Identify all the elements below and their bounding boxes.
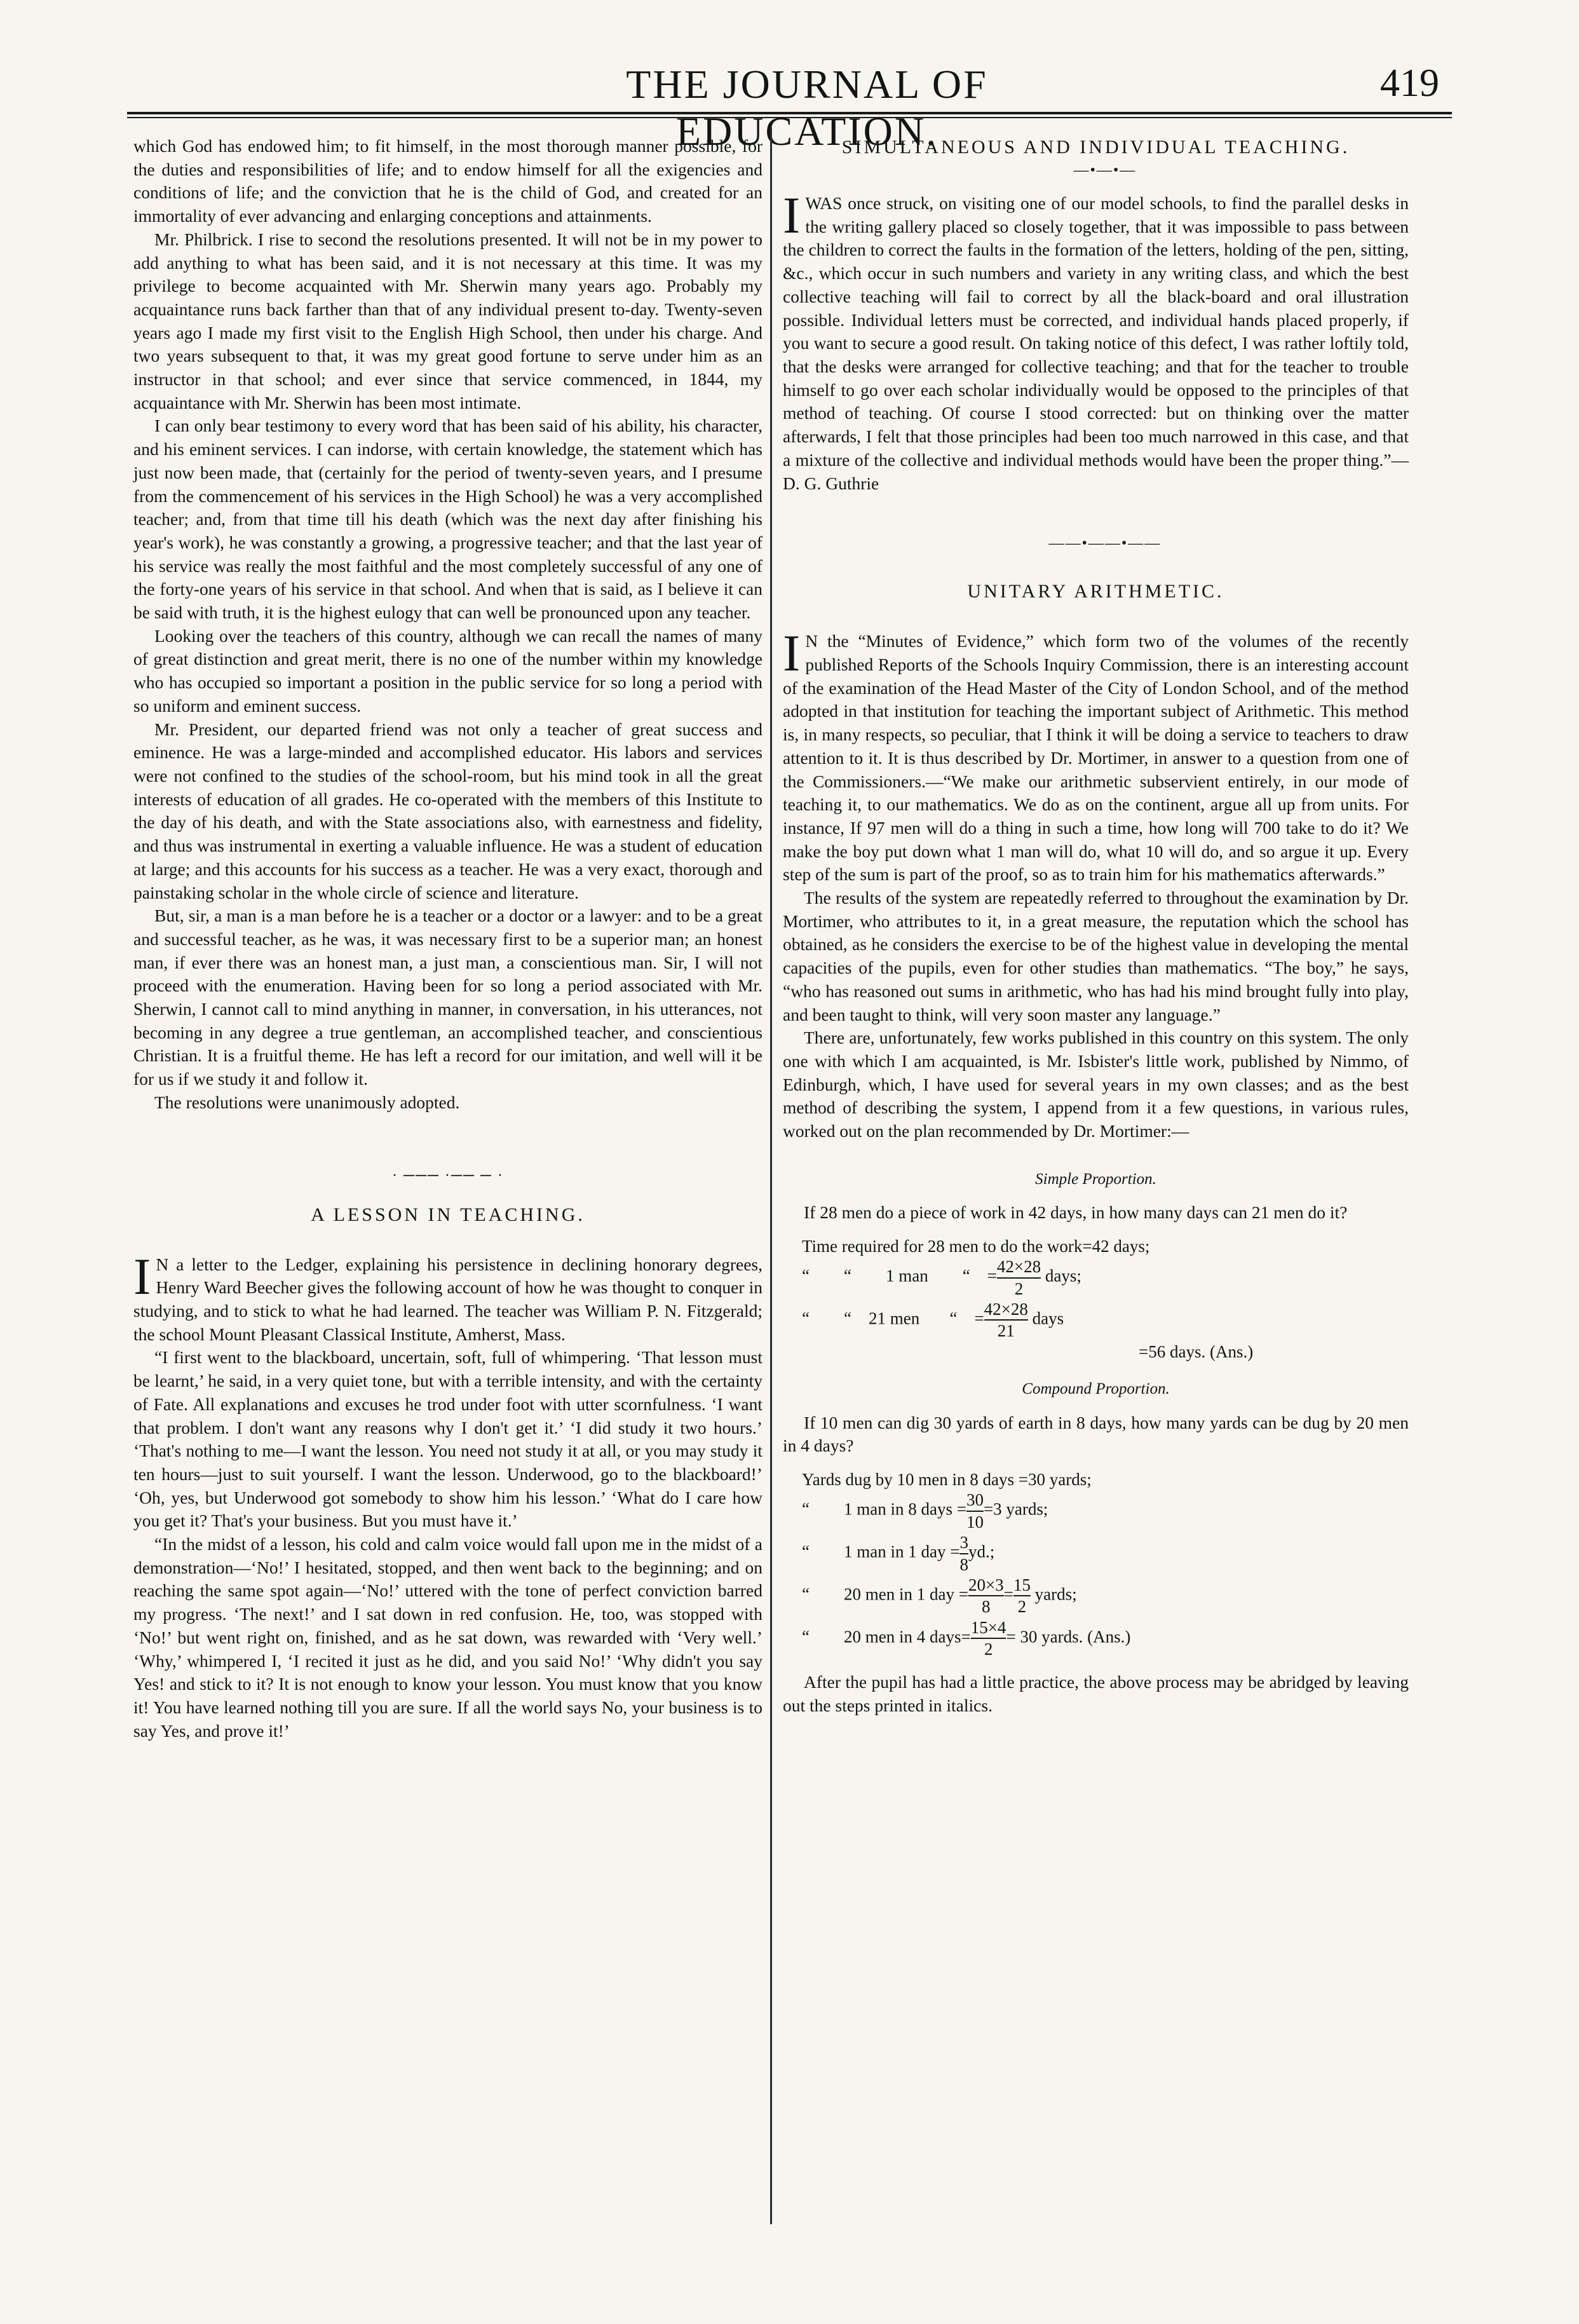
drop-cap: I: [133, 1247, 151, 1305]
work-line: =56 days. (Ans.): [1139, 1342, 1254, 1361]
numerator: 15: [1013, 1575, 1031, 1594]
left-column: [133, 135, 762, 1743]
subheading-simple-proportion: Simple Proportion.: [1035, 1170, 1156, 1188]
numerator: 30: [966, 1490, 984, 1510]
denominator: 2: [997, 1277, 1041, 1299]
worked-example-compound: [783, 1469, 1409, 1660]
work-label: “ “ 1 man “: [802, 1266, 970, 1286]
paragraph: Mr. Philbrick. I rise to second the resolutions presented. It will not be in my power to add anything to what has been said, and it is not necessary at this time. It was my privilege to become acquainted with Mr. Sherwin many years ago. Probably my acquaintance runs back farther than that of any individual present to-day. Twenty-seven years ago I made my first visit to the English High School, then under his charge. And two years subsequent to that, it was my great good fortune to serve under him as an instructor in that school; and ever since that service commenced, in 1844, my acquaintance with Mr. Sherwin has been most intimate.: [133, 229, 762, 412]
work-line: Time required for 28 men to do the work=42 days;: [802, 1236, 1150, 1256]
work-tail: days: [1027, 1308, 1064, 1328]
paragraph: Looking over the teachers of this country, although we can recall the names of many of great distinction and great merit, there is no one of the number within my knowledge who has occupied so important a position in the public service for so long a period with so uniform and eminent success.: [133, 625, 762, 716]
paragraph: “In the midst of a lesson, his cold and calm voice would fall upon me in the midst of a demonstration—‘No!’ I hesitated, stopped, and then went back to the beginning; and on reaching the same spot again—‘No!’ uttered with the tone of perfect conviction barred my progress. ‘The next!’ and I sat down in red confusion. He, too, was stopped with ‘No!’ but went right on, finished, and as he sat down, was rewarded with ‘Very well.’ ‘Why,’ whimpered I, ‘I recited it just as he did, and you said No!’ ‘Why didn't you say Yes! and stick to it? It is not enough to know your lesson. You must know that you know it! You have learned nothing till you are sure. If all the world says No, your business is to say Yes, and prove it!’: [133, 1534, 762, 1741]
fraction: [966, 1490, 984, 1532]
denominator: 2: [1013, 1595, 1031, 1617]
fraction: [971, 1617, 1006, 1660]
fraction: [968, 1575, 1004, 1617]
section-divider: ——•——•——: [1048, 535, 1162, 552]
section-heading-simultaneous: SIMULTANEOUS AND INDIVIDUAL TEACHING.: [841, 137, 1350, 158]
numerator: 42×28: [984, 1300, 1028, 1319]
work-line: Yards dug by 10 men in 8 days =30 yards;: [802, 1469, 1092, 1489]
problem-compound: If 10 men can dig 30 yards of earth in 8 days, how many yards can be dug by 20 men in 4 days?: [783, 1412, 1409, 1456]
section-ornament: · ─── ·── ─ ·: [392, 1167, 504, 1184]
numerator: 3: [959, 1533, 968, 1553]
work-label: “ 20 men in 4 days=: [802, 1627, 971, 1647]
header-rule: [127, 112, 1452, 114]
work-line: “ “ 1 man “ = $\frac{42\times 28}{2}$ days;: [802, 1257, 1081, 1298]
paragraph-lesson-intro: [133, 1247, 762, 1347]
work-tail: = 30 yards. (Ans.): [1006, 1627, 1131, 1647]
paragraph: The resolutions were unanimously adopted.: [154, 1092, 460, 1112]
header-rule-thin: [127, 117, 1452, 118]
work-label: “ 20 men in 1 day =: [802, 1584, 968, 1604]
problem-simple: If 28 men do a piece of work in 42 days, in how many days can 21 men do it?: [804, 1202, 1348, 1223]
numerator: 20×3: [968, 1575, 1004, 1594]
denominator: 2: [971, 1638, 1006, 1659]
work-tail: =3 yards;: [983, 1499, 1048, 1519]
denominator: 8: [959, 1553, 968, 1575]
numerator: 15×4: [970, 1617, 1006, 1637]
work-tail: yards;: [1030, 1584, 1077, 1604]
denominator: 8: [968, 1595, 1004, 1617]
paragraph-text: N the “Minutes of Evidence,” which form two of the volumes of the recently published Reports of the Schools Inquiry Commission, there is an interesting account of the examination of the Head Master of the City of London School, and of the method adopted in that institution for teaching the important subject of Arithmetic. This method is, in many respects, so peculiar, that I think it will be doing a service to teachers to draw attention to it. It is thus described by Dr. Mortimer, in answer to a question from one of the Commissioners.—“We make our arithmetic subservient entirely, in our mode of teaching it, to our mathematics. We do as on the continent, argue all up from units. For instance, If 97 men will do a thing in such a time, how long will 700 take to do it? We make the boy put down what 1 man will do, what 10 will do, and so argue it up. Every step of the sum is part of the proof, so as to train him for his mathematics afterwards.”: [783, 631, 1409, 885]
work-line: [802, 1575, 1409, 1617]
paragraph: The results of the system are repeatedly referred to throughout the examination by Dr. Mortimer, who attributes to it, in a great measure, the reputation which the school has obtained, as he considers the exercise to be of the highest value in developing the mental capacities of the pupils, even for other studies than mathematics. “The boy,” he says, “who has reasoned out sums in arithmetic, who has had his mind brought fully into play, and been taught to think, will very soon master any language.”: [783, 888, 1409, 1024]
denominator: 10: [966, 1511, 984, 1532]
fraction: [1013, 1575, 1031, 1617]
heading-ornament: —•—•—: [1073, 162, 1137, 179]
fraction: [997, 1256, 1041, 1299]
drop-cap: I: [783, 624, 801, 683]
work-equals: =: [1003, 1584, 1013, 1604]
column-divider: [770, 127, 772, 2224]
paragraph: But, sir, a man is a man before he is a teacher or a doctor or a lawyer: and to be a great and successful teacher, as he was, it was necessary first to be a superior man; an honest man, if ever there was an honest man, a just man, a conscientious man. Sir, I will not proceed with the enumeration. Having been for so long a period associated with Mr. Sherwin, I cannot call to mind anything in manner, in conversation, in his utterances, not becoming in any degree a true gentleman, an accomplished teacher, and conscientious Christian. It is a fruitful theme. He has left a record for our imitation, and well will it be for us if we study it and follow it.: [133, 906, 762, 1089]
fraction: [984, 1299, 1028, 1342]
work-label: “ 1 man in 8 days =: [802, 1499, 966, 1519]
paragraph: which God has endowed him; to fit himself, in the most thorough manner possible, for the duties and responsibilities of life; and to endow himself for all the exigencies and conditions of life; and the conviction that he is the child of God, and created for an immortality of ever advancing and enlarging conceptions and attainments.: [133, 136, 762, 226]
page-number: 419: [1380, 62, 1439, 105]
worked-example-simple: [783, 1236, 1409, 1362]
section-heading-unitary: UNITARY ARITHMETIC.: [967, 581, 1224, 602]
paragraph-unitary-intro: [783, 624, 1409, 887]
paragraph: Mr. President, our departed friend was not only a teacher of great success and eminence. He was a large-minded and accomplished educator. His labors and services were not confined to the studies of the school-room, but his mind took in all the great interests of education of all grades. He co-operated with the members of this Institute to the day of his death, and with the State associations also, with earnestness and fidelity, and thus was instrumental in exerting a valuable influence. He was a student of education at large; and this accounts for his success as a teacher. He was a very exact, thorough and painstaking scholar in the whole circle of science and literature.: [133, 719, 762, 902]
work-label: “ “ 21 men “: [802, 1308, 958, 1328]
work-tail: days;: [1041, 1266, 1081, 1286]
paragraph-closing: After the pupil has had a little practice, the above process may be abridged by leaving out the steps printed in italics.: [783, 1672, 1409, 1716]
work-line: [802, 1532, 1409, 1575]
subheading-compound-proportion: Compound Proportion.: [1022, 1380, 1170, 1398]
paragraph-text: N a letter to the Ledger, explaining his persistence in declining honorary degrees, Henry Ward Beecher gives the following account of how he was thought to conquer in studying, and to stick to what he had learned. The teacher was William P. N. Fitzgerald; the school Mount Pleasant Classical Institute, Amherst, Mass.: [133, 1254, 762, 1344]
paragraph: I can only bear testimony to every word that has been said of his ability, his character, and his eminent services. I can indorse, with certain knowledge, the statement which has just now been made, that (certainly for the period of twenty-seven years, and I presume from the commencement of his services in the High School) he was a very accomplished teacher; and, from that time till his death (which was the next day after finishing his year's work), he was constantly a growing, a progressive teacher; and that the last year of his service was really the most faithful and the most completely successful of any one of the forty-one years of his service in that school. And when that is said, as I believe it can be said with truth, it is the highest eulogy that can well be pronounced upon any teacher.: [133, 416, 762, 623]
running-title: THE JOURNAL OF EDUCATION.: [626, 62, 988, 154]
right-column: [783, 135, 1409, 1718]
paragraph-text: WAS once struck, on visiting one of our model schools, to find the parallel desks in the writing gallery placed so closely together, that it was impossible to pass between the children to correct the faults in the formation of the letters, holding of the pen, sitting, &c., which occur in such numbers and variety in any writing class, and which the best collective teaching will fail to correct by all the black-board and oral illustration possible. Individual letters must be corrected, and individual hands placed properly, if you want to secure a good result. On taking notice of this defect, I was rather loftily told, that the desks were arranged for collective teaching; and that for the teacher to trouble himself to go over each scholar individually would be opposed to the principles of that method of teaching. Of course I stood corrected: but on thinking over the matter afterwards, I felt that those principles had been too much narrowed in this case, and that a mixture of the collective and individual methods would have been the proper thing.”—D. G. Guthrie: [783, 193, 1409, 493]
numerator: 42×28: [996, 1257, 1041, 1277]
work-line: [802, 1617, 1409, 1660]
paragraph: “I first went to the blackboard, uncertain, soft, full of whimpering. ‘That lesson must be learnt,’ he said, in a very quiet tone, but with a terrible intensity, and with the certainty of Fate. All explanations and excuses he trod under foot with utter scornfulness. ‘I want that problem. I don't want any reasons why I don't get it.’ ‘I did study it two hours.’ ‘That's nothing to me—I want the lesson. You need not study it at all, or you may study it ten hours—just to suit yourself. I want the lesson. Underwood, go to the blackboard!’ ‘Oh, yes, but Underwood got somebody to show him his lesson.’ ‘What do I care how you get it? That's your business. But you must have it.’: [133, 1347, 762, 1531]
section-heading-lesson: A LESSON IN TEACHING.: [311, 1204, 585, 1225]
work-line: “ “ 21 men “ = $\frac{42\times 28}{21}$ days: [802, 1300, 1064, 1341]
denominator: 21: [984, 1319, 1028, 1341]
work-label: “ 1 man in 1 day =: [802, 1542, 960, 1561]
fraction: [959, 1532, 968, 1575]
paragraph: There are, unfortunately, few works published in this country on this system. The only one with which I am acquainted, is Mr. Isbister's little work, published by Nimmo, of Edinburgh, which, I have used for several years in my own classes; and as the best method of describing the system, I append from it a few questions, in various rules, worked out on the plan recommended by Dr. Mortimer:—: [783, 1028, 1409, 1141]
work-tail: yd.;: [968, 1542, 995, 1561]
paragraph-simultaneous: [783, 186, 1409, 495]
drop-cap: I: [783, 186, 801, 245]
work-line: [802, 1490, 1409, 1532]
